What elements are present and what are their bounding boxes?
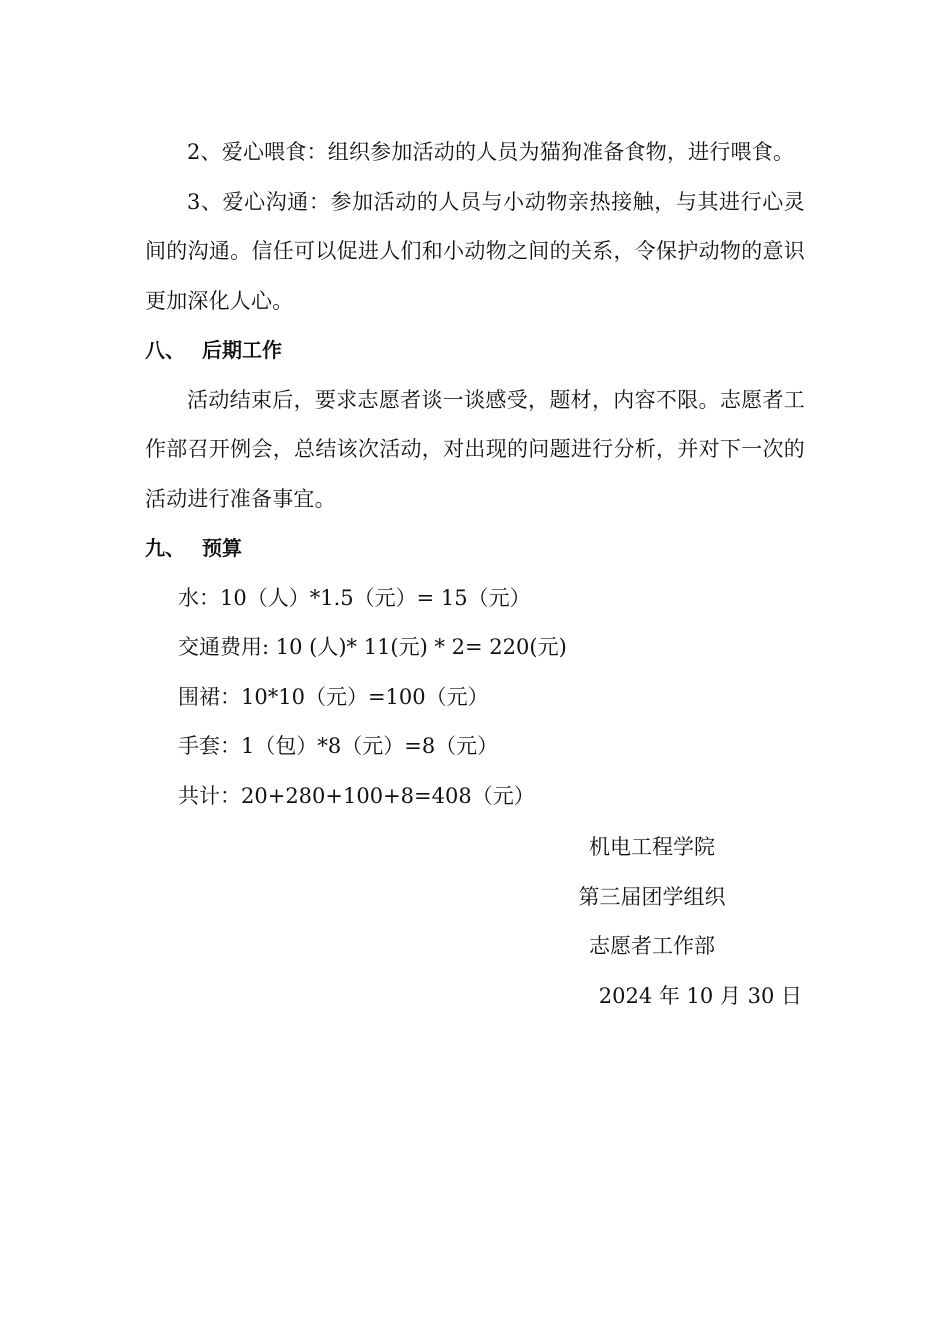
budget-item-water: 水：10（人）*1.5（元）= 15（元）	[178, 585, 531, 610]
section-title: 后期工作	[202, 338, 282, 362]
budget-total: 共计：20+280+100+8=408（元）	[178, 783, 535, 808]
signature-date: 2024 年 10 月 30 日	[598, 983, 802, 1008]
section-number: 九、	[145, 536, 185, 560]
document-body	[145, 128, 805, 821]
section-heading-9	[145, 524, 805, 574]
section-heading-8	[145, 326, 805, 376]
budget-item-transport: 交通费用: 10 (人)* 11(元) * 2= 220(元)	[178, 635, 567, 659]
paragraph-communication: 3、爱心沟通：参加活动的人员与小动物亲热接触，与其进行心灵间的沟通。信任可以促进人们和小动物之间的关系，令保护动物的意识更加深化人心。	[145, 189, 805, 313]
signature-block	[502, 823, 802, 1021]
paragraph-followup: 活动结束后，要求志愿者谈一谈感受，题材，内容不限。志愿者工作部召开例会，总结该次活动，对出现的问题进行分析，并对下一次的活动进行准备事宜。	[145, 387, 805, 511]
paragraph-feeding: 2、爱心喂食：组织参加活动的人员为猫狗准备食物，进行喂食。	[187, 140, 795, 164]
budget-item-gloves: 手套：1（包）*8（元）=8（元）	[178, 734, 499, 758]
section-title: 预算	[202, 536, 242, 560]
budget-list	[145, 574, 805, 822]
budget-item-apron: 围裙：10*10（元）=100（元）	[178, 684, 489, 709]
signature-college: 机电工程学院	[589, 835, 715, 859]
signature-department: 志愿者工作部	[589, 934, 715, 958]
section-number: 八、	[145, 338, 185, 362]
signature-organization: 第三届团学组织	[578, 884, 726, 909]
